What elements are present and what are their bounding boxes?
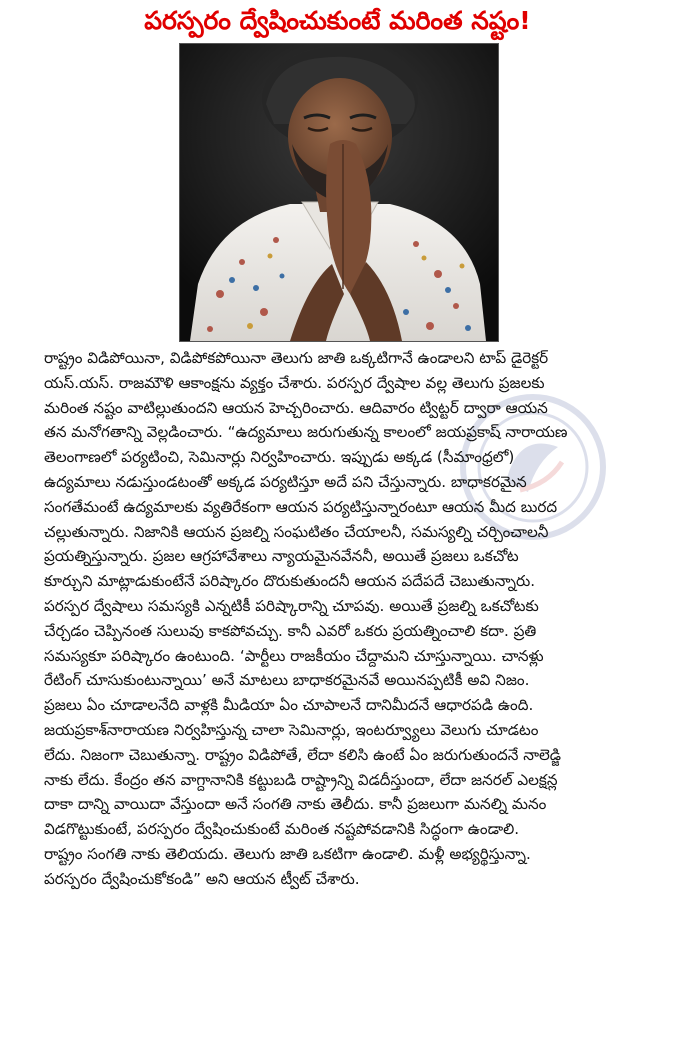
article-line: పరస్పరం ద్వేషించుకోకండి” అని ఆయన ట్వీట్ చేశారు.: [44, 869, 360, 888]
article-line: చల్లుతున్నారు. నిజానికి ఆయన ప్రజల్ని సంఘటితం చేయాలనీ, సమస్యల్ని చర్చించాలనీ: [44, 522, 549, 541]
article-photo: [179, 43, 499, 342]
article-line: లేదు. నిజంగా చెబుతున్నా. రాష్ట్రం విడిపోతే, లేదా కలిసి ఉంటే ఏం జరుగుతుందనే నాలెడ్జి: [44, 745, 562, 764]
article-line: దాకా దాన్ని వాయిదా వేస్తుందా అనే సంగతి నాకు తెలీదు. కానీ ప్రజలుగా మనల్ని మనం: [44, 795, 547, 814]
article-line: కూర్చుని మాట్లాడుకుంటేనే పరిష్కారం దొరుకుతుందనీ ఆయన పదేపదే చెబుతున్నారు.: [44, 572, 536, 591]
article-line: ప్రజలు ఏం చూడాలనేది వాళ్లకి మీడియా ఏం చూపాలనే దానిమీదనే ఆధారపడి ఉంది.: [44, 696, 534, 715]
article-line: జయప్రకాశ్‌నారాయణ నిర్వహిస్తున్న చాలా సెమినార్లు, ఇంటర్వ్యూలు వెలుగు చూడటం: [44, 720, 539, 739]
article-line: ఉద్యమాలు నడుస్తుండటంతో అక్కడ పర్యటిస్తూ అదే పని చేస్తున్నారు. బాధాకరమైన: [44, 472, 527, 491]
article-line: విడగొట్టుకుంటే, పరస్పరం ద్వేషించుకుంటే మరింత నష్టపోవడానికి సిద్ధంగా ఉండాలి.: [44, 820, 520, 839]
article-line: సమస్యకూ పరిష్కారం ఉంటుంది. ‘పార్టీలు రాజకీయం చేద్దామని చూస్తున్నాయి. చానళ్లు: [44, 646, 544, 665]
article-line: ప్రయత్నిస్తున్నారు. ప్రజల ఆగ్రహావేశాలు న్యాయమైనవేననీ, అయితే ప్రజలు ఒకచోట: [44, 547, 519, 566]
article-line: రేటింగ్ చూసుకుంటున్నాయి’ అనే మాటలు బాధాకరమైనవే అయినప్పటికీ అవి నిజం.: [44, 671, 530, 690]
person-namaste-image: [180, 44, 498, 341]
article-line: నాకు లేదు. కేంద్రం తన వాగ్దానానికి కట్టుబడి రాష్ట్రాన్ని విడదీస్తుందా, లేదా జనరల్ ఎలక్షన్ల: [44, 770, 558, 789]
article-line: పరస్పర ద్వేషాలు సమస్యకి ఎన్నటికీ పరిష్కారాన్ని చూపవు. అయితే ప్రజల్ని ఒకచోటకు: [44, 596, 539, 615]
article-line: చేర్చడం చెప్పినంత సులువు కాకపోవచ్చు. కానీ ఎవరో ఒకరు ప్రయత్నించాలి కదా. ప్రతి: [44, 621, 537, 640]
article-line: రాష్ట్రం విడిపోయినా, విడిపోకపోయినా తెలుగు జాతి ఒక్కటిగానే ఉండాలని టాప్ డైరెక్టర్: [44, 349, 549, 367]
article-line: రాష్ట్రం సంగతి నాకు తెలియదు. తెలుగు జాతి ఒకటిగా ఉండాలి. మళ్లీ అభ్యర్థిస్తున్నా.: [44, 844, 531, 863]
article-line: మరింత నష్టం వాటిల్లుతుందని ఆయన హెచ్చరించారు. ఆదివారం ట్విట్టర్ ద్వారా ఆయన: [44, 398, 548, 417]
article-line: సంగతేమంటే ఉద్యమాలకు వ్యతిరేకంగా ఆయన పర్యటిస్తున్నారంటూ ఆయన మీద బురద: [44, 497, 558, 516]
article-line: యస్.యస్. రాజమౌళి ఆకాంక్షను వ్యక్తం చేశారు. పరస్పర ద్వేషాల వల్ల తెలుగు ప్రజలకు: [44, 373, 545, 392]
article-line: తన మనోగతాన్ని వెల్లడించారు. “ఉద్యమాలు జరుగుతున్న కాలంలో జయప్రకాష్ నారాయణ: [44, 423, 568, 442]
article-body: [44, 346, 632, 892]
article-line: తెలంగాణలో పర్యటించి, సెమినార్లు నిర్వహించారు. ఇప్పుడు అక్కడ (సీమాంధ్రలో): [44, 448, 515, 467]
page-title: పరస్పరం ద్వేషించుకుంటే మరింత నష్టం!: [144, 6, 531, 35]
